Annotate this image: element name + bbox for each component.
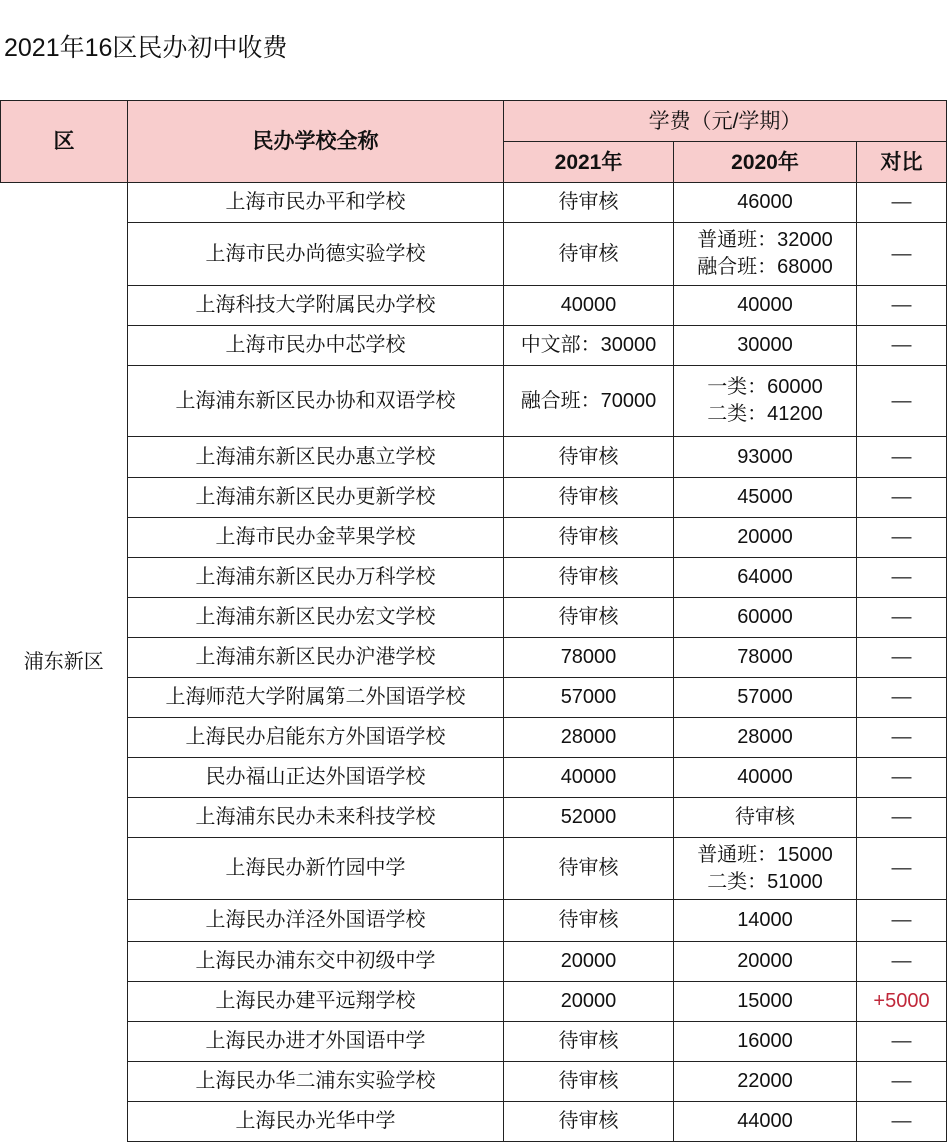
table-row <box>1 638 947 678</box>
table-row <box>1 598 947 638</box>
compare-cell: — <box>857 326 947 366</box>
header-fee: 学费（元/学期） <box>504 101 947 142</box>
school-name: 上海民办光华中学 <box>128 1102 504 1142</box>
fee-2020 <box>674 478 857 518</box>
fee-2021: 20000 <box>504 942 674 982</box>
table-row <box>1 1062 947 1102</box>
compare-cell: — <box>857 518 947 558</box>
fee-2020 <box>674 1062 857 1102</box>
table-row <box>1 1022 947 1062</box>
table-row <box>1 286 947 326</box>
district-cell: 浦东新区 <box>1 183 128 1142</box>
header-2021: 2021年 <box>504 142 674 183</box>
school-name: 上海民办华二浦东实验学校 <box>128 1062 504 1102</box>
fee-2020-line: 20000 <box>737 526 793 548</box>
page-title: 2021年16区民办初中收费 <box>4 34 288 62</box>
fee-2020 <box>674 718 857 758</box>
school-name: 上海浦东民办未来科技学校 <box>128 798 504 838</box>
school-name: 上海市民办中芯学校 <box>128 326 504 366</box>
fee-2021: 20000 <box>504 982 674 1022</box>
school-name: 民办福山正达外国语学校 <box>128 758 504 798</box>
fee-table <box>0 100 947 1142</box>
fee-2021: 待审核 <box>504 518 674 558</box>
fee-2021: 28000 <box>504 718 674 758</box>
fee-2020 <box>674 758 857 798</box>
fee-2021: 待审核 <box>504 838 674 900</box>
fee-2020 <box>674 798 857 838</box>
fee-2021: 78000 <box>504 638 674 678</box>
fee-2020-line: 57000 <box>737 686 793 708</box>
fee-2020 <box>674 678 857 718</box>
fee-2020-line: 融合班：68000 <box>697 256 833 278</box>
table-row <box>1 518 947 558</box>
table-row <box>1 183 947 223</box>
table-row <box>1 900 947 942</box>
fee-2021: 待审核 <box>504 183 674 223</box>
fee-2020 <box>674 326 857 366</box>
compare-cell: — <box>857 366 947 437</box>
compare-cell: — <box>857 758 947 798</box>
fee-2020-line: 93000 <box>737 445 793 468</box>
fee-2021: 待审核 <box>504 1102 674 1142</box>
table-row <box>1 437 947 478</box>
fee-2020 <box>674 286 857 326</box>
fee-2021: 52000 <box>504 798 674 838</box>
compare-cell: +5000 <box>857 982 947 1022</box>
table-row <box>1 1102 947 1142</box>
fee-2021: 待审核 <box>504 223 674 286</box>
school-name: 上海民办启能东方外国语学校 <box>128 718 504 758</box>
school-name: 上海师范大学附属第二外国语学校 <box>128 678 504 718</box>
header-2020: 2020年 <box>674 142 857 183</box>
fee-2020 <box>674 838 857 900</box>
fee-2020-line: 22000 <box>737 1070 793 1092</box>
fee-2020-line: 40000 <box>737 294 793 316</box>
fee-2021: 待审核 <box>504 478 674 518</box>
compare-cell: — <box>857 942 947 982</box>
fee-2021: 融合班：70000 <box>504 366 674 437</box>
fee-2021: 57000 <box>504 678 674 718</box>
table-row <box>1 366 947 437</box>
fee-2020 <box>674 518 857 558</box>
fee-2020-line: 44000 <box>737 1110 793 1132</box>
table-row <box>1 678 947 718</box>
fee-2020 <box>674 223 857 286</box>
header-school: 民办学校全称 <box>128 101 504 183</box>
fee-2020 <box>674 942 857 982</box>
table-row <box>1 798 947 838</box>
fee-2021: 待审核 <box>504 1022 674 1062</box>
fee-2021: 待审核 <box>504 1062 674 1102</box>
fee-2020-line: 待审核 <box>735 806 795 828</box>
compare-cell: — <box>857 1062 947 1102</box>
compare-cell: — <box>857 1102 947 1142</box>
table-row <box>1 223 947 286</box>
fee-2020 <box>674 900 857 942</box>
compare-cell: — <box>857 286 947 326</box>
compare-cell: — <box>857 678 947 718</box>
fee-2021: 待审核 <box>504 437 674 478</box>
school-name: 上海浦东新区民办更新学校 <box>128 478 504 518</box>
school-name: 上海市民办平和学校 <box>128 183 504 223</box>
school-name: 上海民办建平远翔学校 <box>128 982 504 1022</box>
fee-2020 <box>674 1102 857 1142</box>
compare-cell: — <box>857 437 947 478</box>
fee-2020-line: 二类：51000 <box>707 870 823 893</box>
compare-cell: — <box>857 1022 947 1062</box>
school-name: 上海市民办尚德实验学校 <box>128 223 504 286</box>
table-row <box>1 942 947 982</box>
fee-2020-line: 普通班：32000 <box>697 229 833 251</box>
compare-cell: — <box>857 183 947 223</box>
fee-2020 <box>674 638 857 678</box>
compare-cell: — <box>857 478 947 518</box>
fee-2020-line: 二类：41200 <box>707 403 823 425</box>
header-district: 区 <box>1 101 128 183</box>
fee-2021: 待审核 <box>504 598 674 638</box>
fee-2020 <box>674 437 857 478</box>
table-row <box>1 758 947 798</box>
fee-2020-line: 14000 <box>737 909 793 931</box>
fee-2020-line: 46000 <box>737 191 793 213</box>
school-name: 上海民办洋泾外国语学校 <box>128 900 504 942</box>
fee-2020-line: 64000 <box>737 566 793 588</box>
compare-cell: — <box>857 638 947 678</box>
fee-2021: 待审核 <box>504 900 674 942</box>
fee-2020 <box>674 982 857 1022</box>
fee-2020-line: 78000 <box>737 646 793 668</box>
table-row <box>1 558 947 598</box>
fee-2021: 40000 <box>504 286 674 326</box>
fee-2020-line: 一类：60000 <box>707 376 823 398</box>
compare-cell: — <box>857 838 947 900</box>
school-name: 上海浦东新区民办万科学校 <box>128 558 504 598</box>
school-name: 上海民办进才外国语中学 <box>128 1022 504 1062</box>
compare-cell: — <box>857 798 947 838</box>
fee-2020 <box>674 183 857 223</box>
school-name: 上海民办浦东交中初级中学 <box>128 942 504 982</box>
fee-2020-line: 60000 <box>737 606 793 628</box>
fee-2020-line: 15000 <box>737 990 793 1012</box>
fee-2020 <box>674 558 857 598</box>
compare-cell: — <box>857 900 947 942</box>
school-name: 上海浦东新区民办沪港学校 <box>128 638 504 678</box>
fee-2020 <box>674 598 857 638</box>
fee-2020 <box>674 366 857 437</box>
fee-2020 <box>674 1022 857 1062</box>
compare-cell: — <box>857 718 947 758</box>
fee-2020-line: 28000 <box>737 726 793 748</box>
compare-cell: — <box>857 558 947 598</box>
fee-2021: 中文部：30000 <box>504 326 674 366</box>
fee-2021: 40000 <box>504 758 674 798</box>
school-name: 上海浦东新区民办惠立学校 <box>128 437 504 478</box>
table-row <box>1 838 947 900</box>
school-name: 上海民办新竹园中学 <box>128 838 504 900</box>
fee-2020-line: 30000 <box>737 334 793 356</box>
fee-2020-line: 40000 <box>737 766 793 788</box>
table-row <box>1 982 947 1022</box>
fee-2020-line: 45000 <box>737 486 793 508</box>
table-row <box>1 478 947 518</box>
compare-cell: — <box>857 598 947 638</box>
fee-2020-line: 普通班：15000 <box>697 843 833 866</box>
fee-2020-line: 20000 <box>737 950 793 972</box>
table-row <box>1 718 947 758</box>
fee-2021: 待审核 <box>504 558 674 598</box>
school-name: 上海科技大学附属民办学校 <box>128 286 504 326</box>
school-name: 上海浦东新区民办宏文学校 <box>128 598 504 638</box>
school-name: 上海市民办金苹果学校 <box>128 518 504 558</box>
compare-cell: — <box>857 223 947 286</box>
fee-2020-line: 16000 <box>737 1030 793 1052</box>
school-name: 上海浦东新区民办协和双语学校 <box>128 366 504 437</box>
table-row <box>1 326 947 366</box>
header-compare: 对比 <box>857 142 947 183</box>
